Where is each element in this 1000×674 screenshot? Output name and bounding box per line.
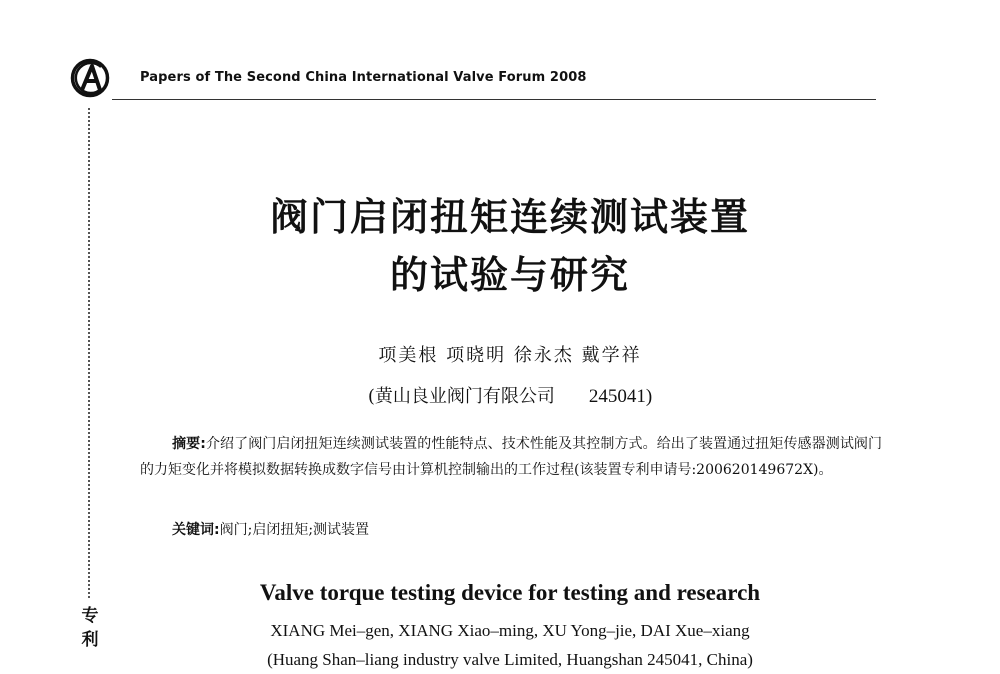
affiliation-name: (黄山良业阀门有限公司 [367,386,555,407]
abstract-text: 介绍了阀门启闭扭矩连续测试装置的性能特点、技术性能及其控制方式。给出了装置通过扭矩传感器测试阀门的力矩变化并将模拟数据转换成数字信号由计算机控制输出的工作过程(该装置专利申请号:200620149672X)。 [140,436,882,478]
paper-title-line-2: 的试验与研究 [389,252,630,297]
abstract [140,431,882,483]
keywords-label: 关键词: [172,522,220,538]
english-affiliation: (Huang Shan–liang industry valve Limited, Huangshan 245041, China) [267,650,753,669]
affiliation-postcode: 245041) [588,386,653,407]
side-dotted-line [88,108,90,598]
affiliation [140,382,880,408]
keywords [172,519,369,539]
side-section-label [78,604,102,652]
keywords-text: 阀门;启闭扭矩;测试装置 [219,522,370,538]
english-title: Valve torque testing device for testing and research [259,580,761,605]
paper-title-line-1: 阀门启闭扭矩连续测试装置 [269,194,750,239]
header-rule [112,99,876,100]
journal-header: Papers of The Second China International Valve Forum 2008 [140,70,587,85]
side-label-char-2: 利 [81,630,99,650]
abstract-label: 摘要: [172,436,206,452]
authors: 项美根 项晓明 徐永杰 戴学祥 [378,345,642,366]
ca-logo-icon [70,58,110,98]
english-authors: XIANG Mei–gen, XIANG Xiao–ming, XU Yong–jie, DAI Xue–xiang [270,621,750,640]
side-label-char-1: 专 [81,606,99,626]
